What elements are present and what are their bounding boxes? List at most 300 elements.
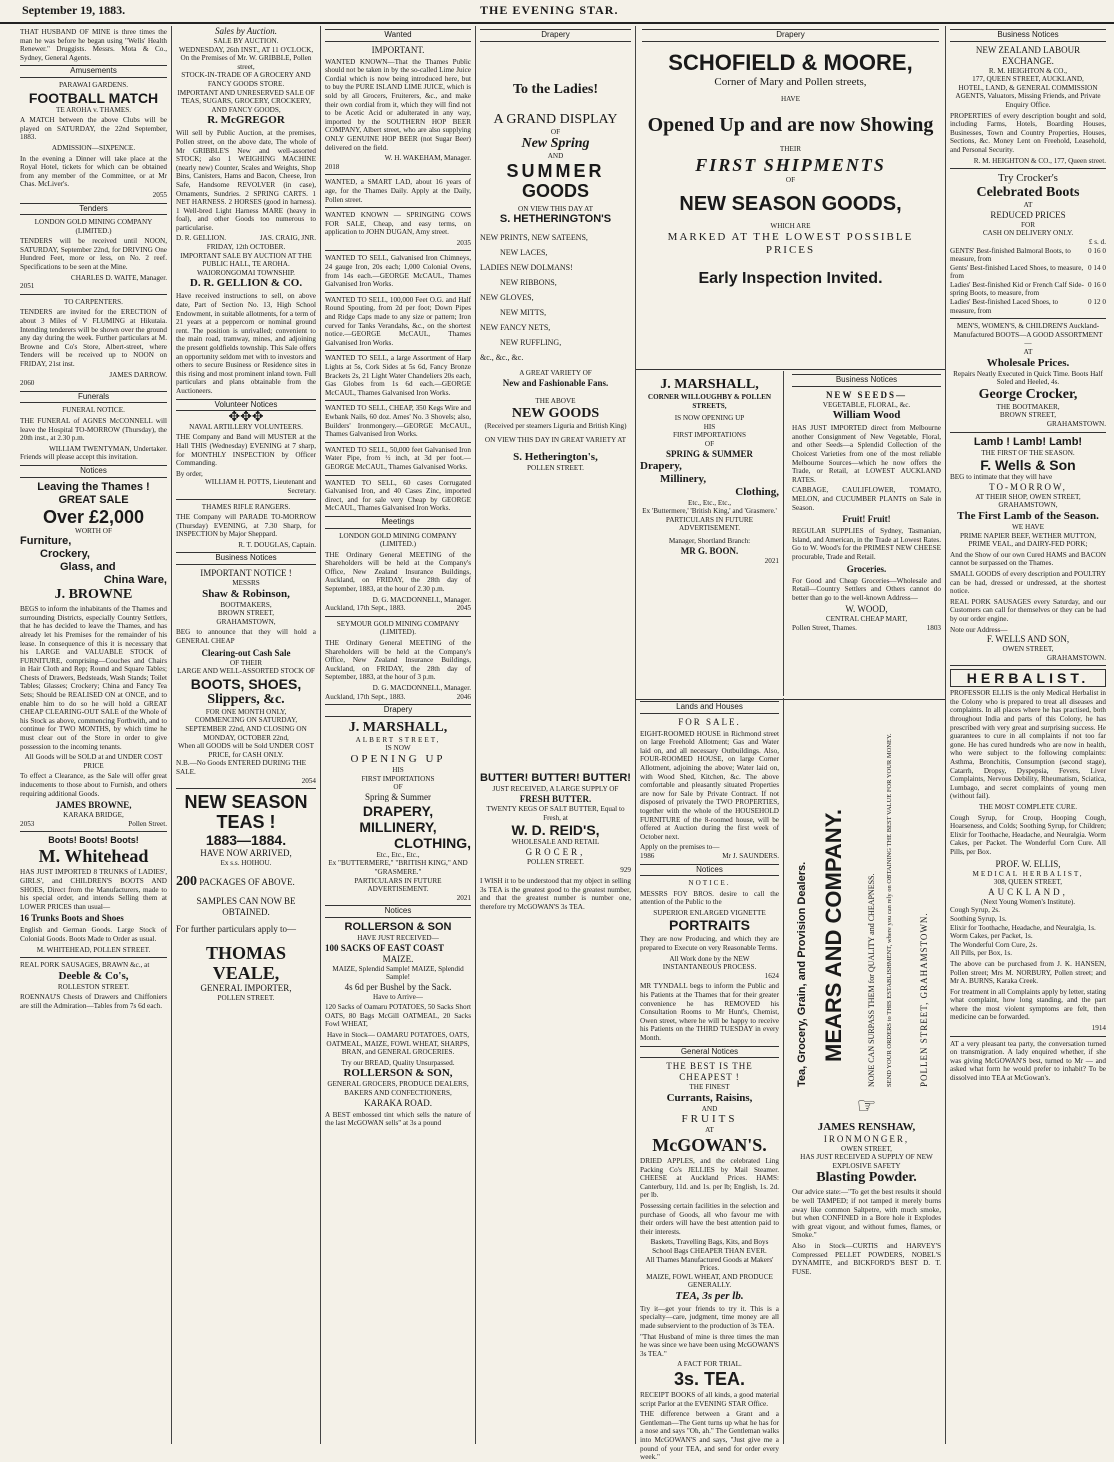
- auction-date: WEDNESDAY, 26th INST., AT 11 O'CLOCK,: [178, 45, 314, 54]
- on-view: ON VIEW THIS DAY AT: [518, 204, 593, 213]
- particulars-number: 2021: [456, 893, 471, 902]
- treatment: For treatment in all Complaints apply by letter, stating what complaint, how long standing, and the part where the most violent symptoms are felt, then medicine can be forwarded.: [950, 987, 1107, 1022]
- heighton-address: 177, QUEEN STREET, AUCKLAND,: [972, 75, 1084, 84]
- remedies: Cough Syrup, for Croup, Hooping Cough, Hoarseness, and Colds; Soothing Syrup, for Children; Elixir for Toothache, Headache, and Neuralgia. Worm Cakes, per Packet. The Wonderful Corn Cure. All Pills, per Box.: [950, 813, 1106, 856]
- marshall-of: OF: [704, 439, 715, 448]
- blasting-powder: Blasting Powder.: [816, 1170, 917, 1186]
- mears-line-1: Tea, Grocery, Grain, and Provision Dealers.: [796, 861, 808, 1087]
- london-meeting-signature: D. G. MACDONNELL, Manager.: [372, 595, 471, 604]
- have-5: HAVE: [780, 94, 801, 103]
- ironmonger: IRONMONGER,: [823, 1133, 910, 1144]
- price-value: 0 16 0: [1088, 280, 1106, 289]
- newspaper-title: THE EVENING STAR.: [480, 3, 619, 17]
- fruits: FRUITS: [681, 1113, 738, 1126]
- heighton-agents: HOTEL, LAND, & GENERAL COMMISSION AGENTS, Valuators, Missing Friends, and Private Enquiry Office.: [955, 83, 1101, 109]
- wanted-1-signature: W. H. WAKEHAM, Manager.: [384, 154, 471, 163]
- rifle-signature: R. T. DOUGLAS, Captain.: [238, 540, 316, 549]
- shaw-text: BEG to announce that they will hold a GENERAL CHEAP: [176, 628, 316, 646]
- ex-ships: Ex "BUTTERMERE," "BRITISH KING," AND "GRASMERE.": [328, 859, 468, 876]
- dinner-text: In the evening a Dinner will take place at the Royal Hotel, tickets for which can be obtained from any member of the Committee, or at Mr Chas. McLiver's.: [20, 154, 167, 189]
- goods-list-item: NEW MITTS,: [500, 308, 547, 318]
- section-notices-5: Notices: [640, 864, 779, 877]
- football-heading: FOOTBALL MATCH: [28, 89, 159, 106]
- grahamstown: GRAHAMSTOWN,: [216, 617, 276, 626]
- rifle-heading: THAMES RIFLE RANGERS.: [201, 502, 291, 511]
- grahamstown-6b: GRAHAMSTOWN.: [1046, 653, 1106, 662]
- mears-and-renshaw: [788, 698, 945, 1444]
- price-value: 0 16 0: [1088, 246, 1106, 255]
- vegetable-floral: VEGETABLE, FLORAL, &c.: [822, 400, 911, 409]
- browne-name: J. BROWNE: [54, 587, 133, 603]
- foy-text-2: They are now Producing, and which they are prepared to Execute on very Reasonable Terms.: [640, 935, 779, 953]
- boon: MR G. BOON.: [680, 545, 739, 556]
- section-funerals: Funerals: [20, 391, 167, 404]
- their-shop: AT THEIR SHOP, OWEN STREET, GRAHAMSTOWN,: [975, 492, 1081, 510]
- of-their: OF THEIR: [229, 658, 262, 667]
- foy-text-3: All Work done by the NEW INSTANTANEOUS PROCESS.: [662, 954, 757, 972]
- seymour-meeting-date: Auckland, 17th Sept., 1883.: [325, 692, 406, 701]
- price-item: Gents' Best-finished Laced Shoes, to measure, from: [950, 263, 1084, 281]
- the-bootmaker: THE BOOTMAKER,: [996, 402, 1060, 411]
- portraits: PORTRAITS: [669, 917, 750, 934]
- remedy-item: Worm Cakes, per Packet, 1s.: [950, 932, 1033, 941]
- tender-text: TENDERS will be received until NOON, SATURDAY, September 22nd, for DRIVING One Hundred Feet, more or less, on No. 2 reef. Specifications to be seen at the Mine.: [20, 237, 167, 272]
- foy-text: MESSRS FOY BROS. desire to call the attention of the Public to the: [640, 889, 779, 907]
- baskets: Baskets, Travelling Bags, Kits, and Boys School Bags CHEAPER THAN EVER.: [650, 1238, 769, 1255]
- veale-street: POLLEN STREET.: [217, 993, 275, 1002]
- reid-street: POLLEN STREET.: [527, 857, 584, 866]
- goods-list-item: NEW RIBBONS,: [500, 278, 557, 288]
- one-month: FOR ONE MONTH ONLY,: [205, 707, 287, 716]
- schofield-ad: [636, 26, 945, 366]
- marshall-drapery: Drapery,: [640, 459, 682, 472]
- remedy-item: Cough Syrup, 2s.: [950, 906, 1000, 915]
- notice: NOTICE.: [688, 879, 731, 888]
- section-business-5: Business Notices: [792, 374, 941, 387]
- queen-street: 308, QUEEN STREET,: [993, 878, 1063, 887]
- currants-raisins: Currants, Raisins,: [666, 1091, 753, 1104]
- teas: TEAS !: [216, 812, 276, 833]
- and-5: AND: [701, 1104, 718, 1113]
- lands-text: EIGHT-ROOMED HOUSE in Richmond street on large Freehold Allotment; Gas and Water laid on, and all necessary Outbuildings. Also, FOUR-ROOMED HOUSE, on large Corner Allotment, adjoining the above; Water laid on, with Wood Shed, Kitchen, &c. The above comfortable and pleasantly situated Properties are now for Sale by Private Contract. If not disposed of privately the TWO PROPERTIES, together with the whole of the HOUSEHOLD FURNITURE of the 8-roomed house, will be offered at Auction during the first week of October next.: [640, 729, 779, 841]
- remedy-item: The Wonderful Corn Cure, 2s.: [950, 940, 1038, 949]
- price-list: [950, 247, 1106, 316]
- marshall-first: FIRST IMPORTATIONS: [673, 431, 746, 440]
- schofield-moore: SCHOFIELD & MOORE,: [668, 49, 913, 75]
- particulars: PARTICULARS IN FUTURE ADVERTISEMENT.: [354, 876, 442, 894]
- auction-premises: On the Premises of Mr. W. GRIBBLE, Pollen street,: [180, 54, 312, 71]
- prof-ellis: PROF. W. ELLIS,: [995, 858, 1061, 869]
- remedy-list: [950, 906, 1106, 958]
- marshall-opening: IS NOW OPENING UP: [674, 414, 745, 423]
- samples: SAMPLES CAN NOW BE OBTAINED.: [196, 895, 296, 917]
- gellion-co: D. R. GELLION & CO.: [189, 277, 303, 290]
- marshall-millinery: Millinery,: [660, 472, 707, 485]
- wanted-6: WANTED TO SELL, a large Assortment of Harp Lights at 5s, Cork Sides at 5s 6d, Fancy Bronze Brackets 2s, 21 Light Water Chandeliers 20s each, Gas Globes from 1s 6d each.—GEORGE McCAUL, Thames Galvanised Iron Works.: [325, 354, 471, 397]
- browne-street: Pollen Street.: [128, 819, 167, 828]
- agents: The above can be purchased from J. K. HANSEN, Pollen street; Mrs M. NORBURY, Pollen street; and Mr A. BURNS, Karaka Creek.: [950, 959, 1106, 986]
- column-6: [945, 26, 1110, 1444]
- boon-number: 2021: [764, 556, 779, 565]
- brown-street-6: BROWN STREET,: [999, 411, 1057, 420]
- new-season-goods: NEW SEASON GOODS,: [679, 193, 902, 216]
- their: THEIR: [779, 145, 802, 154]
- seymour-meeting-signature: D. G. MACDONNELL, Manager.: [372, 684, 471, 692]
- new-seeds: NEW SEEDS—: [825, 389, 908, 400]
- browne-text: BEGS to inform the inhabitants of the Thames and surrounding Districts, especially Country Settlers, that he has decided to leave the Thames, and has already let his Premises for the remainder of his lease. In consequence of this it is necessary that his LARGE and VALUABLE STOCK of FURNITURE, comprising—Couches and Chairs in Hair Cloth and Rep; Round and Square Tables; Chests of Drawers, Bedsteads, Wash Stands; Toilet Tables; Glasses; Crockery; China and Fancy Tea Sets; Should be REALISED ON at ONCE, and to enable him to do so he will hold a GREAT CHEAP CLEARING-OUT SALE of the Whole of his Stock as above, commencing Forthwith, and to continue for TWO MONTHS, by which time he must clear out of the Store in order to give possession to the incoming tenants.: [20, 605, 167, 751]
- maize-5: MAIZE, FOWL WHEAT, AND PRODUCE GENERALLY.: [646, 1272, 773, 1290]
- marked-prices: MARKED AT THE LOWEST POSSIBLE PRICES: [667, 230, 914, 256]
- fans: New and Fashionable Fans.: [502, 377, 609, 388]
- price-row: [950, 298, 1106, 315]
- heighton-text: PROPERTIES of every description bought and sold, including Farms, Hotels, Boarding Houses, Businesses, Town and Country Properties, Houses, Sections, &c. Money Lent on Freehold, Leasehold, and Personal Security.: [950, 111, 1106, 154]
- package-label: PACKAGES OF ABOVE.: [199, 876, 295, 887]
- opening-up: OPENING UP: [350, 752, 446, 765]
- london-meeting: LONDON GOLD MINING COMPANY (LIMITED.): [339, 531, 457, 549]
- price-row: [950, 264, 1106, 281]
- to-arrive: Have to Arrive—: [373, 992, 423, 1001]
- marshall-ex: Ex 'Buttermere,' 'British King,' and 'Grasmere.': [642, 507, 777, 516]
- first-importations: FIRST IMPORTATIONS: [361, 774, 435, 783]
- cash-delivery: CASH ON DELIVERY ONLY.: [982, 229, 1074, 238]
- marshall-ad-2: [636, 371, 784, 696]
- carpenters-signature: JAMES DARROW.: [109, 370, 167, 379]
- mears-line-5: POLLEN STREET, GRAHAMSTOWN.: [919, 912, 929, 1087]
- renshaw-name: JAMES RENSHAW,: [817, 1120, 916, 1133]
- reid-number: 929: [620, 866, 631, 875]
- large-stock: LARGE AND WELL-ASSORTED STOCK OF: [177, 667, 315, 676]
- his: HIS: [392, 765, 404, 774]
- george-crocker: George Crocker,: [978, 386, 1078, 402]
- package-count: 200: [176, 873, 197, 889]
- price-item: Ladies' Best-finished Laced Shoes, to measure, from: [950, 298, 1059, 315]
- lands-and-mcgowan: [636, 698, 784, 1462]
- mens-boots: MEN'S, WOMEN'S, & CHILDREN'S Auckland-Manufactured BOOTS—A GOOD ASSORTMENT—: [953, 322, 1103, 348]
- new-spring: New Spring: [521, 136, 590, 152]
- pork-text: REAL PORK SAUSAGES, BRAWN &c., at: [20, 961, 150, 970]
- funeral-text: THE FUNERAL of AGNES McCONNELL will leave the Hospital TO-MORROW (Thursday), the 20th inst., at 2.30 p.m.: [20, 416, 167, 443]
- butter-heading: BUTTER! BUTTER! BUTTER!: [480, 772, 631, 785]
- mcgregor-text: Will sell by Public Auction, at the premises, Pollen street, on the above date, The whole of Mr GRIBBLE'S New and well-assorted STOCK; also 1 WEIGHING MACHINE (nearly new) Counter, Scales and Weights, Shop Bins, Canisters, Hams and Bacon, Cheese, Iron Safe, Handsome REVOLVER (in case), Ornaments, Sundries. 2 SPRING CARTS. 1 NET HARNESS. 2 HORSES (good in harness). 1 Well-bred Light Harness MARE (heavy in foal), and other Goods too numerous to particularise.: [176, 129, 316, 232]
- for-6: FOR: [1021, 220, 1035, 229]
- park-name: PARAWAI GARDENS.: [58, 80, 129, 89]
- section-volunteer: Volunteer Notices: [176, 399, 316, 412]
- in-stock: Have in Stock— OAMARU POTATOES, OATS, OATMEAL, MAIZE, FOWL WHEAT, SHARPS, BRAN, and GENERAL GROCERIES.: [326, 1031, 470, 1057]
- lands-number: 1986: [640, 851, 655, 860]
- brown-street: BROWN STREET,: [217, 609, 275, 618]
- the-above: THE ABOVE: [535, 396, 576, 405]
- price-row: [950, 247, 1106, 264]
- section-wanted: Wanted: [325, 29, 471, 42]
- reduced-prices: REDUCED PRICES: [990, 209, 1066, 220]
- slippers: Slippers, &c.: [207, 691, 285, 707]
- boots-heading: Boots! Boots! Boots!: [48, 835, 139, 846]
- marshall-spring: SPRING & SUMMER: [666, 448, 753, 459]
- great-variety: A GREAT VARIETY OF: [519, 369, 592, 378]
- opened-up: Opened Up and are now Showing: [647, 114, 934, 137]
- column-3: [321, 26, 476, 1444]
- marshall-particulars: PARTICULARS IN FUTURE ADVERTISEMENT.: [665, 515, 754, 533]
- mart-number: 1803: [926, 623, 941, 632]
- receipt-books: RECEIPT BOOKS of all kinds, a good material script Parlor at the EVENING STAR Office.: [640, 1391, 779, 1408]
- just-received: JUST RECEIVED, A LARGE SUPPLY OF: [492, 785, 619, 794]
- match-text: A MATCH between the above Clubs will be played on SATURDAY, the 22nd September, 1883.: [20, 116, 167, 142]
- at-6: AT: [1023, 201, 1033, 210]
- wanted-8: WANTED TO SELL, 50,000 feet Galvanised Iron Water Pipe, from ½ inch, at 3d per foot.—GEORGE McCAUL, Thames Galvanised Works.: [325, 445, 471, 471]
- wanted-2: WANTED, a SMART LAD, about 16 years of age, for the Thames Daily. Apply at the Daily, Pollen street.: [325, 178, 471, 204]
- goods-list-item: NEW RUFFLING,: [500, 338, 562, 348]
- remedy-item: All Pills, per Box, 1s.: [950, 949, 1013, 958]
- price-item: GENTS' Best-finished Balmoral Boots, to measure, from: [950, 246, 1071, 264]
- groceries-heading: Groceries.: [846, 563, 887, 574]
- rollerson-desc: GENERAL GROCERS, PRODUCE DEALERS, BAKERS AND CONFECTIONERS,: [327, 1080, 469, 1098]
- bootmakers: BOOTMAKERS,: [220, 600, 272, 609]
- deeble-street: ROLLESTON STREET.: [57, 982, 130, 991]
- lamb-heading: Lamb ! Lamb! Lamb!: [973, 435, 1083, 448]
- friday-date: FRIDAY, 12th OCTOBER.: [206, 243, 286, 252]
- repairs: Repairs Neatly Executed in Quick Time. Boots Half Soled and Heeled, 4s.: [953, 369, 1103, 387]
- fresh-butter: FRESH BUTTER.: [519, 793, 592, 804]
- wanted-3-number: 2035: [456, 238, 471, 247]
- first-season: THE FIRST OF THE SEASON.: [981, 448, 1075, 457]
- rollerson-name-2: ROLLERSON & SON,: [343, 1067, 453, 1080]
- col3-footer: A BEST embossed tint which sells the nature of the last McGOWAN sells" at 3s a pound: [325, 1110, 471, 1128]
- great-sale: GREAT SALE: [58, 493, 129, 506]
- marshall-his: HIS: [703, 422, 716, 431]
- wanted-1: WANTED KNOWN—That the Thames Public should not be taken in by the so-called Lime Juice Cordial which is now being introduced here, but to buy the PURE ISLAND LIME JUICE, which is sold by all Grocers, Fruiterers, &c., and make their own cordial from it, which they will find not to be Acetic Acid or adulterated in any way, imported by the SOUTHERN HOP BEER COMPANY, Albert street, who are also supplying ONLY GENUINE HOP BEER (not Sugar Beer) delivered on the field.: [325, 57, 471, 152]
- grocer: GROCER,: [525, 846, 586, 857]
- roennau-text: ROENNAU'S Chests of Drawers and Chiffoniers are still the Admiration—Tables from 7s 6d each.: [20, 993, 167, 1010]
- whitehead-text: HAS JUST IMPORTED 8 TRUNKS of LADIES', GIRLS', and CHILDREN'S BOOTS AND SHOES, Direct from the Manufacturers, made to his special order, and intends Selling them at LOWER PRICES than usual—: [20, 868, 167, 911]
- goods-list: [480, 230, 631, 365]
- william-wood: William Wood: [832, 409, 901, 422]
- of-5: OF: [785, 175, 796, 184]
- london-meeting-number: 2045: [456, 604, 471, 613]
- ad-wells: THAT HUSBAND OF MINE is three times the man he was before he began using "Wells' Health Renewer." Druggists. Messrs. Mota & Co., Sydney, General Agents.: [20, 28, 167, 62]
- naval-order: By order,: [176, 469, 203, 478]
- wanted-1-number: 2018: [325, 162, 340, 171]
- column-5: [636, 26, 945, 1462]
- etc: Etc., Etc., Etc.,: [376, 850, 420, 859]
- wells-son: F. Wells & Son: [980, 457, 1076, 474]
- messrs: MESSRS: [232, 579, 260, 588]
- gellion: D. R. GELLION.: [176, 234, 227, 243]
- twenty-kegs: TWENTY KEGS OF SALT BUTTER, Equal to Fresh, at: [486, 804, 625, 822]
- marshall-clothing: Clothing,: [735, 485, 779, 498]
- marshall-corner: CORNER WILLOUGHBY & POLLEN STREETS,: [647, 393, 772, 410]
- price-value: 0 14 0: [1088, 263, 1106, 272]
- maize: MAIZE.: [382, 953, 414, 964]
- masthead: [0, 0, 1114, 24]
- note-address: Note our Address—: [950, 625, 1008, 634]
- general-importer: GENERAL IMPORTER,: [200, 982, 292, 993]
- section-notices-3: Notices: [325, 905, 471, 918]
- price-header: £ s. d.: [1088, 237, 1106, 246]
- have-received: HAVE JUST RECEIVED—: [357, 933, 439, 942]
- whitehead-name: M. Whitehead: [38, 846, 149, 867]
- drapery-word: DRAPERY,: [362, 802, 434, 819]
- london-meeting-text: THE Ordinary General MEETING of the Shareholders will be held at the Company's Office, New Zealand Insurance Buildings, Auckland, on FRIDAY, the 28th day of September, 1883, at the hour of 2.30 p.m.: [325, 550, 471, 594]
- goods-list-item: NEW FANCY NETS,: [480, 323, 551, 333]
- albert-street: ALBERT STREET,: [355, 735, 441, 744]
- millinery-word: MILLINERY,: [359, 818, 437, 835]
- at-6b: AT: [1023, 348, 1033, 357]
- celebrated-boots: Celebrated Boots: [976, 185, 1080, 201]
- bread: Try our BREAD, Quality Unsurpassed.: [341, 1058, 455, 1067]
- difference-text: THE difference between a Grant and a Gentleman—The Gent turns up what he has for a nose and says "Oh, ah." The Gentleman walks into McGOWAN'S and says, "Just give me a pound of your TEA, and send for order every week.": [640, 1410, 779, 1462]
- fact-trial: A FACT FOR TRIAL.: [677, 1360, 742, 1369]
- of-4: OF: [550, 127, 561, 136]
- on-view-great: ON VIEW THIS DAY IN GREAT VARIETY AT: [484, 436, 627, 445]
- worth-of: WORTH OF: [75, 526, 112, 535]
- ex-hohou: Ex s.s. HOIHOU.: [220, 859, 272, 868]
- column-1: [16, 26, 172, 1444]
- tender-company: LONDON GOLD MINING COMPANY (LIMITED.): [34, 218, 153, 235]
- karaka-road: KARAKA ROAD.: [363, 1097, 432, 1108]
- for-sale: FOR SALE.: [678, 716, 741, 727]
- goods-list-item: NEW PRINTS, NEW SATEENS,: [480, 233, 588, 243]
- section-drapery: Drapery: [325, 704, 471, 717]
- seymour-meeting-number: 2046: [456, 692, 471, 701]
- next-ymi: (Next Young Women's Institute).: [980, 897, 1076, 906]
- naval-text: THE Company and Band will MUSTER at the Hall THIS (Wednesday) EVENING at 7 sharp, for MONTHLY INSPECTION by Officer Commanding.: [176, 433, 316, 468]
- dinner-number: 2055: [152, 190, 167, 199]
- mcgregor-name: R. McGREGOR: [207, 114, 285, 127]
- labour-exchange: NEW ZEALAND LABOUR EXCHANGE.: [975, 44, 1081, 66]
- arrive-list: 120 Sacks of Oamaru POTATOES, 50 Sacks Short OATS, 80 Bags McGill OATMEAL, 20 Sacks Fowl WHEAT,: [325, 1003, 471, 1029]
- seymour-meeting-text: THE Ordinary General MEETING of the Shareholders will be held at the Company's Office, New Zealand Insurance Buildings, Auckland, on FRIDAY, the 28th day of September, 1883, at the hour of 3 p.m.: [325, 639, 471, 682]
- fruit-text: REGULAR SUPPLIES of Sydney, Tasmanian, Island, and American, in the Trade at Lowest Rates. Go to W. Wood's for the PRIMEST NEW CHEESE procurable, Trade and Retail.: [792, 527, 941, 561]
- also-in-stock: Also in Stock—CURTIS and HARVEY'S Compressed PELLET POWDERS, NOBEL'S DYNAMITE, and BICKFORD'S BEST D. T. FUSE.: [792, 1241, 941, 1276]
- whitehead-text-2: English and German Goods. Large Stock of Colonial Goods. Boots Made to Order as usual.: [20, 926, 167, 943]
- tender-number: 2051: [20, 282, 35, 291]
- received-per: (Received per steamers Liguria and British King): [484, 421, 627, 430]
- furniture-line-2: Crockery,: [40, 548, 90, 561]
- commencing: COMMENCING ON SATURDAY, SEPTEMBER 22nd, AND CLOSING ON MONDAY, OCTOBER 22nd,: [185, 716, 307, 742]
- nb-number: 2054: [301, 776, 316, 785]
- wanted-4: WANTED TO SELL, Galvanised Iron Chimneys, 24 gauge Iron, 20s each; 1,000 Colonial Ovens, from 14s each.—GEORGE McCAUL, Thames Galvanised Iron Works.: [325, 254, 471, 289]
- funeral-signature: WILLIAM TWENTYMAN, Undertaker.: [48, 444, 167, 453]
- owen-street-6: OWEN STREET,: [1002, 645, 1054, 654]
- new-season: NEW SEASON: [184, 792, 308, 813]
- wholesale-retail: WHOLESALE AND RETAIL: [511, 838, 600, 847]
- mears-line-2: MEARS AND COMPANY.: [821, 808, 846, 1062]
- wanted-9: WANTED TO SELL, 60 cases Corrugated Galvanised Iron, and 40 Cases Zinc, imported direct, and for sale very Cheap by GEORGE McCAUL, Thames Galvanised Iron Works.: [325, 478, 471, 513]
- crest-icon: ✥✥✥: [228, 410, 264, 426]
- karaka-bridge: KARAKA BRIDGE,: [63, 811, 124, 820]
- admission: ADMISSION—SIXPENCE.: [51, 143, 136, 152]
- funeral-heading: FUNERAL NOTICE.: [62, 406, 125, 415]
- auckland: AUCKLAND,: [988, 886, 1068, 897]
- funeral-footer: Friends will please accept this invitation.: [20, 453, 138, 462]
- and-4: AND: [547, 152, 564, 161]
- dried-apples: DRIED APPLES, and the celebrated Ling Packing Co's JELLIES by Mail Steamer. CHEESE at Auckland Prices. HAMS: Canterbury, 11d. and 1s. per lb; English, 1s. 2d. per lb.: [640, 1156, 779, 1200]
- clothing-word: CLOTHING,: [394, 834, 471, 851]
- price-row: [950, 281, 1106, 298]
- goods-list-item: NEW GLOVES,: [480, 293, 534, 303]
- remedy-item: Elixir for Toothache, Headache, and Neuralgia, 1s.: [950, 923, 1096, 932]
- fruit-heading: Fruit! Fruit!: [842, 514, 891, 525]
- grahamstown-6: GRAHAMSTOWN.: [1046, 420, 1106, 428]
- browne-sale: All Goods will be SOLD at and UNDER COST PRICE: [24, 753, 163, 770]
- clearing-sale: Clearing-out Cash Sale: [201, 647, 291, 658]
- furniture-line-1: Furniture,: [20, 535, 72, 548]
- over-amount: Over £2,000: [42, 506, 145, 527]
- hetherington: S. HETHERINGTON'S: [499, 213, 612, 226]
- new-goods: NEW GOODS: [511, 405, 600, 421]
- corner: Corner of Mary and Pollen streets,: [714, 75, 867, 88]
- herbalist-heading: HERBALIST.: [950, 669, 1106, 687]
- section-lands: Lands and Houses: [640, 701, 779, 714]
- hetherington-2: S. Hetherington's,: [513, 450, 598, 463]
- central-mart: CENTRAL CHEAP MART,: [825, 615, 908, 624]
- renshaw-text: HAS JUST RECEIVED A SUPPLY OF NEW EXPLOSIVE SAFETY: [800, 1153, 933, 1170]
- prime-beef: PRIME NAPIER BEEF, WETHER MUTTON, PRIME VEAL, and DAIRY-FED PORK;: [959, 531, 1097, 549]
- w-wood: W. WOOD,: [845, 604, 888, 615]
- naval-signature: WILLIAM H. POTTS, Lieutenant and Secretary.: [205, 478, 316, 495]
- furniture-line-3: Glass, and: [60, 561, 116, 574]
- spring-summer: Spring & Summer: [364, 791, 431, 802]
- marshall-manager: Manager, Shortland Branch:: [668, 536, 751, 545]
- reid-name: W. D. REID'S,: [511, 822, 600, 839]
- the-finest: THE FINEST: [689, 1083, 730, 1092]
- blasting-text: Our advice state:—"To get the best results it should be well TAMPED; if not tamped it merely burns away like common Saltpetre, with much smoke, but when CONFINED in a Bore hole it Explodes with great vigour, and without fumes, flames, or Smoke.": [792, 1188, 941, 1240]
- tea-price: TEA, 3s per lb.: [675, 1289, 744, 1302]
- to-morrow: TO-MORROW,: [989, 481, 1067, 492]
- rollerson-name: ROLLERSON & SON: [344, 920, 452, 933]
- heighton-signature: R. M. HEIGHTON & CO., 177, Queen street.: [973, 156, 1106, 165]
- when-goods: When all GOODS will be Sold UNDER COST PRICE, for CASH ONLY.: [178, 742, 314, 759]
- at-5: AT: [705, 1126, 714, 1135]
- goods: GOODS: [521, 180, 589, 201]
- column-2: [172, 26, 321, 1444]
- section-auction: Sales by Auction.: [214, 26, 278, 36]
- mears-line-3: NONE CAN SURPASS THEM for QUALITY and CHEAPNESS.: [867, 873, 876, 1087]
- we-have: WE HAVE: [1011, 522, 1044, 531]
- wood-text: HAS JUST IMPORTED direct from Melbourne another Consignment of New Vegetable, Floral, and other Seeds—a Splendid Collection of the Choicest Varieties from one of the most reliable Melbourne Sources—which he now offers the Trade, or Retail, at LOWEST AUCKLAND RATES.: [792, 424, 941, 484]
- tea-text-2: "That Husband of mine is three times the man he was since we have been using McGOWAN'S 3s TEA.": [640, 1332, 779, 1358]
- remedy-item: Soothing Syrup, 1s.: [950, 914, 1007, 923]
- browne-end: To effect a Clearance, as the Sale will offer great inducements to those about to Furnish, and others requiring additional Goods.: [20, 772, 167, 798]
- goods-list-item: NEW LACES,: [500, 248, 548, 258]
- carpenters-heading: TO CARPENTERS.: [64, 297, 123, 306]
- marshall-name-2: J. MARSHALL,: [660, 377, 759, 392]
- auction-important: IMPORTANT AND UNRESERVED SALE OF TEAS, SUGARS, GROCERY, CROCKERY, AND FANCY GOODS,: [177, 88, 315, 114]
- waiorongomai: WAIORONGOMAI TOWNSHIP.: [197, 268, 295, 277]
- tea-years: 1883—1884.: [205, 832, 287, 849]
- boots-shoes: BOOTS, SHOES,: [190, 675, 302, 692]
- goods-list-item: &c., &c., &c.: [480, 353, 524, 363]
- auction-stock: STOCK-IN-TRADE OF A GROCERY AND FANCY GOODS STORE.: [181, 71, 311, 88]
- maize-price: 4s 6d per Bushel by the Sack.: [344, 981, 452, 992]
- further: For further particulars apply to—: [176, 923, 296, 934]
- which-are: WHICH ARE: [770, 222, 811, 231]
- marshall-name: J. MARSHALL,: [348, 719, 448, 735]
- marshall-etc: Etc., Etc., Etc.,: [687, 498, 732, 507]
- nb-text: N.B.—No Goods ENTERED DURING THE SALE.: [176, 759, 307, 776]
- wanted-7: WANTED TO SELL, CHEAP, 350 Kegs Wire and Ewbank Nails, 60 doz. Ames' No. 3 Shovels; also, Builders' Ironmongery.—GEORGE McCAUL, Thames Galvanised Iron Works.: [325, 404, 471, 439]
- whitehead-signature: M. WHITEHEAD, POLLEN STREET.: [36, 945, 151, 954]
- ellis-text: PROFESSOR ELLIS is the only Medical Herbalist in the Colony who is prepared to treat all diseases and complaints. In all places where he has practised, both throughout India and parts of this Colony, he has prescribed with very great and surprising success. He guarantees to cure in all complaints if not too far gone. He has cured hundreds who are now in health, who were subject to the following complaints: Asthma, Bronchitis, Consumption (second stage), Catarrh, Dropsy, Dyspepsia, Fevers, Liver Complaints, Nervous Debility, Rheumatism, Sciatica, Lumbago, and secret complaints of young men (without fail).: [950, 689, 1106, 801]
- shaw-robinson: Shaw & Robinson,: [202, 587, 290, 600]
- wells-son-2: F. WELLS AND SON,: [986, 634, 1070, 645]
- wanted-3: WANTED KNOWN — SPRINGING COWS FOR SALE, Cheap, and easy terms, on application to JOHN DUGAN, Amy street.: [325, 211, 471, 237]
- important-sale: IMPORTANT SALE BY AUCTION AT THE PUBLIC HALL, TE AROHA.: [180, 251, 312, 269]
- is-now: IS NOW: [385, 744, 411, 753]
- furniture-line-4: China Ware,: [103, 574, 167, 587]
- important-heading: IMPORTANT.: [371, 44, 425, 55]
- cabbage: CABBAGE, CAULIFLOWER, TOMATO, MELON, and CUCUMBER PLANTS on Sale in Season.: [792, 486, 941, 512]
